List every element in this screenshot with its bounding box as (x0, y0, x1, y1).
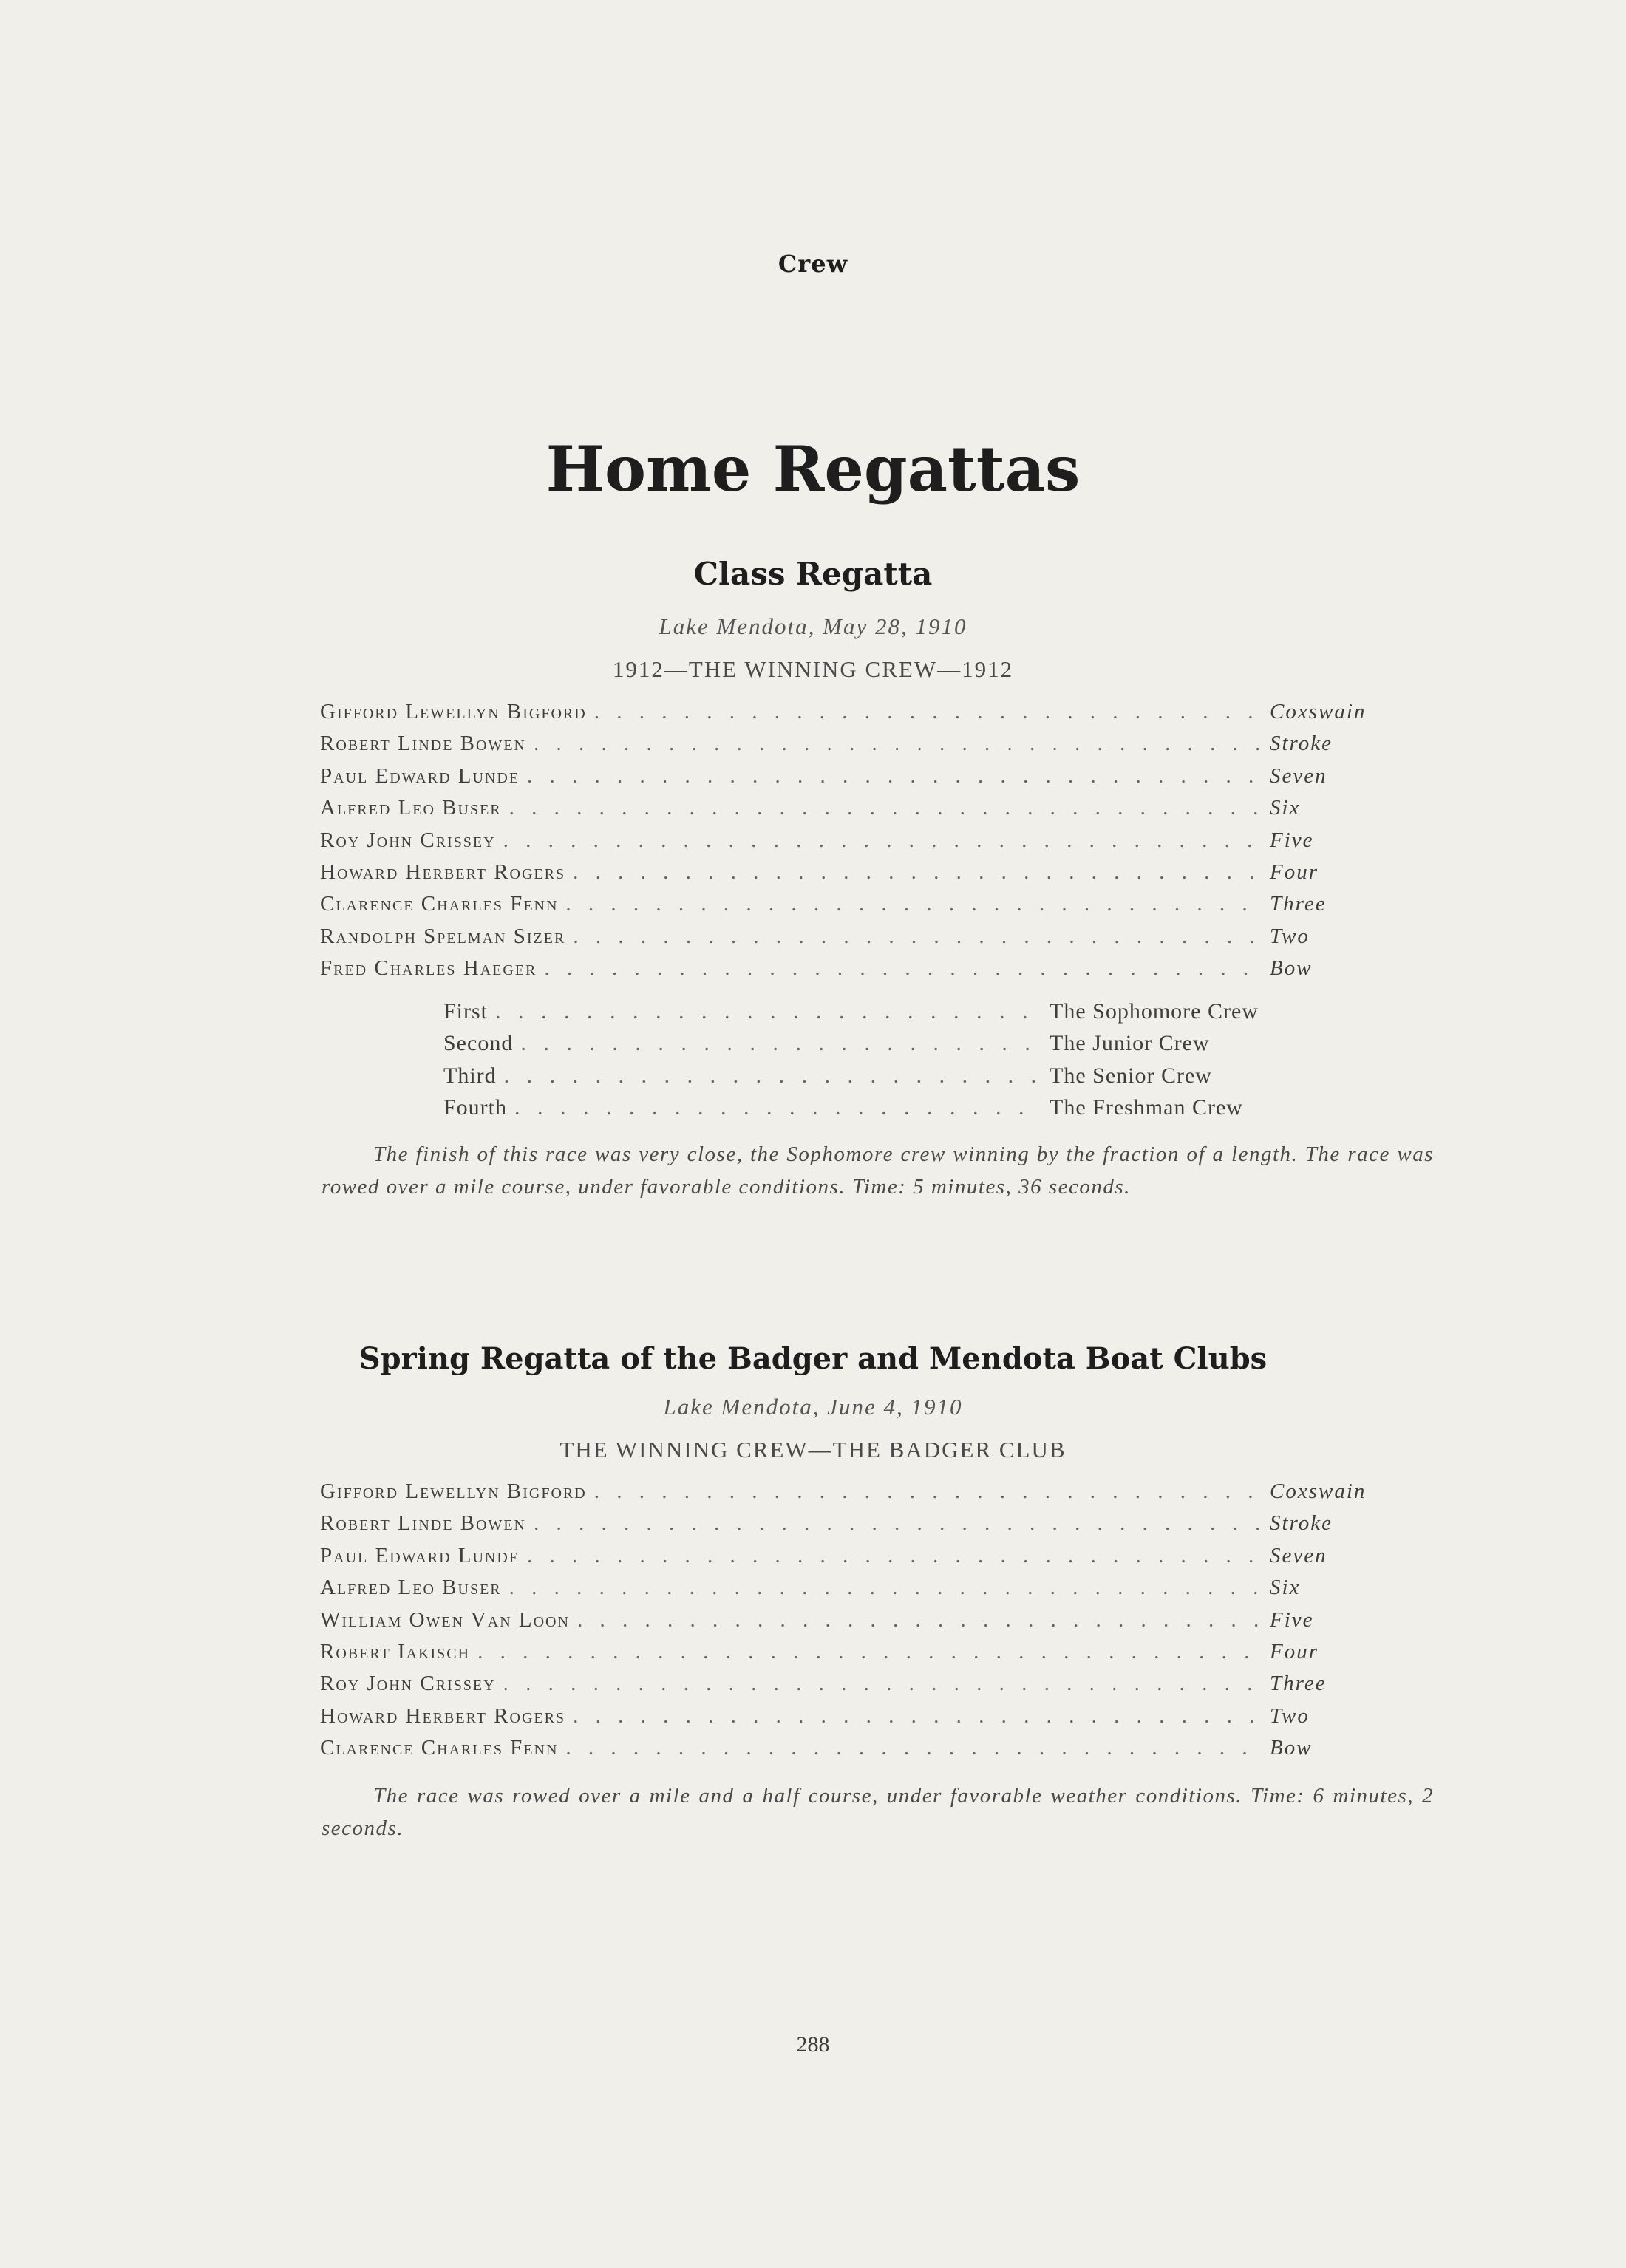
rower-position: Seven (1270, 1543, 1327, 1567)
class-regatta-note: The finish of this race was very close, the Sophomore crew winning by the fraction of a length. The race was rowed over a mile course, under favorable conditions. Time: 5 minutes, 36 seconds. (322, 1142, 1434, 1199)
rower-name: Howard Herbert Rogers (320, 859, 566, 884)
result-row (443, 1095, 1316, 1127)
rower-name: Robert Linde Bowen (320, 1511, 526, 1536)
roster-row (320, 796, 1388, 828)
rower-position: Coxswain (1270, 1479, 1367, 1503)
rower-name: Alfred Leo Buser (320, 796, 502, 820)
class-regatta-roster (320, 700, 1388, 989)
roster-row (320, 1511, 1388, 1543)
leader-dots (565, 892, 1262, 916)
roster-row (320, 1608, 1388, 1640)
result-row (443, 1031, 1316, 1063)
rower-position: Stroke (1270, 1511, 1333, 1536)
result-place: Fourth (443, 1095, 508, 1120)
roster-row (320, 1672, 1388, 1703)
rower-position: Four (1270, 859, 1319, 884)
roster-row (320, 764, 1388, 796)
leader-dots (520, 1031, 1042, 1056)
result-row (443, 999, 1316, 1031)
rower-position: Bow (1270, 956, 1313, 981)
result-place: First (443, 999, 489, 1024)
rower-name: Randolph Spelman Sizer (320, 924, 566, 948)
leader-dots (573, 924, 1262, 949)
rower-position: Bow (1270, 1736, 1313, 1760)
leader-dots (509, 1576, 1262, 1600)
leader-dots (573, 1704, 1262, 1729)
roster-row (320, 956, 1388, 988)
result-crew: The Freshman Crew (1050, 1095, 1243, 1120)
rower-position: Five (1270, 828, 1314, 852)
class-regatta-heading: Class Regatta (693, 556, 933, 592)
leader-dots (495, 999, 1042, 1024)
running-head: Crew (778, 250, 848, 278)
rower-name: Paul Edward Lunde (320, 1543, 520, 1567)
leader-dots (504, 1063, 1042, 1089)
roster-row (320, 1704, 1388, 1736)
leader-dots (573, 860, 1262, 885)
rower-name: Clarence Charles Fenn (320, 892, 559, 916)
roster-row (320, 700, 1388, 732)
roster-row (320, 1479, 1388, 1511)
spring-regatta-place-date: Lake Mendota, June 4, 1910 (663, 1394, 963, 1420)
rower-name: Alfred Leo Buser (320, 1576, 502, 1600)
rower-position: Two (1270, 1703, 1310, 1728)
roster-row (320, 860, 1388, 892)
leader-dots (544, 956, 1262, 981)
class-regatta-place-date: Lake Mendota, May 28, 1910 (659, 613, 967, 639)
leader-dots (527, 1544, 1262, 1568)
leader-dots (509, 796, 1262, 820)
rower-name: Gifford Lewellyn Bigford (320, 700, 587, 723)
rower-position: Four (1270, 1639, 1319, 1663)
rower-name: Roy John Crissey (320, 1672, 496, 1696)
rower-position: Three (1270, 892, 1327, 916)
roster-row (320, 828, 1388, 860)
spring-regatta-heading: Spring Regatta of the Badger and Mendota Boat Clubs (358, 1341, 1268, 1376)
rower-name: Robert Linde Bowen (320, 732, 526, 756)
rower-position: Coxswain (1270, 700, 1367, 723)
result-crew: The Junior Crew (1050, 1031, 1210, 1056)
leader-dots (503, 828, 1262, 853)
rower-position: Six (1270, 1576, 1301, 1600)
rower-name: Robert Iakisch (320, 1639, 471, 1663)
roster-row (320, 1544, 1388, 1576)
page-number: 288 (796, 2032, 830, 2057)
class-regatta-results (443, 999, 1316, 1128)
result-place: Third (443, 1063, 497, 1088)
rower-position: Two (1270, 924, 1310, 948)
leader-dots (527, 764, 1262, 789)
rower-name: Clarence Charles Fenn (320, 1736, 559, 1760)
result-place: Second (443, 1031, 514, 1056)
rower-name: Howard Herbert Rogers (320, 1703, 566, 1728)
rower-position: Six (1270, 796, 1301, 820)
leader-dots (594, 700, 1262, 724)
roster-row (320, 892, 1388, 924)
rower-name: Paul Edward Lunde (320, 763, 520, 788)
rower-name: Roy John Crissey (320, 828, 496, 852)
rower-position: Seven (1270, 763, 1327, 788)
leader-dots (565, 1736, 1262, 1760)
spring-regatta-roster (320, 1479, 1388, 1768)
result-row (443, 1063, 1316, 1095)
spring-regatta-note: The race was rowed over a mile and a half course, under favorable weather conditions. Time: 6 minutes, 2 seconds. (322, 1784, 1434, 1840)
roster-row (320, 1576, 1388, 1607)
rower-name: William Owen Van Loon (320, 1607, 570, 1632)
leader-dots (577, 1608, 1262, 1632)
leader-dots (594, 1479, 1262, 1504)
rower-name: Fred Charles Haeger (320, 956, 537, 981)
leader-dots (534, 732, 1262, 756)
rower-position: Stroke (1270, 732, 1333, 756)
class-regatta-crew-heading: 1912—THE WINNING CREW—1912 (612, 656, 1014, 682)
spring-regatta-crew-heading: THE WINNING CREW—THE BADGER CLUB (559, 1437, 1067, 1462)
rower-position: Three (1270, 1672, 1327, 1696)
result-crew: The Sophomore Crew (1050, 999, 1259, 1024)
rower-position: Five (1270, 1607, 1314, 1632)
roster-row (320, 1736, 1388, 1768)
leader-dots (534, 1511, 1262, 1536)
page-title: Home Regattas (545, 432, 1081, 505)
roster-row (320, 924, 1388, 956)
leader-dots (503, 1672, 1262, 1696)
leader-dots (514, 1095, 1042, 1120)
result-crew: The Senior Crew (1050, 1063, 1212, 1088)
leader-dots (477, 1640, 1262, 1664)
rower-name: Gifford Lewellyn Bigford (320, 1479, 587, 1503)
roster-row (320, 732, 1388, 763)
roster-row (320, 1640, 1388, 1672)
